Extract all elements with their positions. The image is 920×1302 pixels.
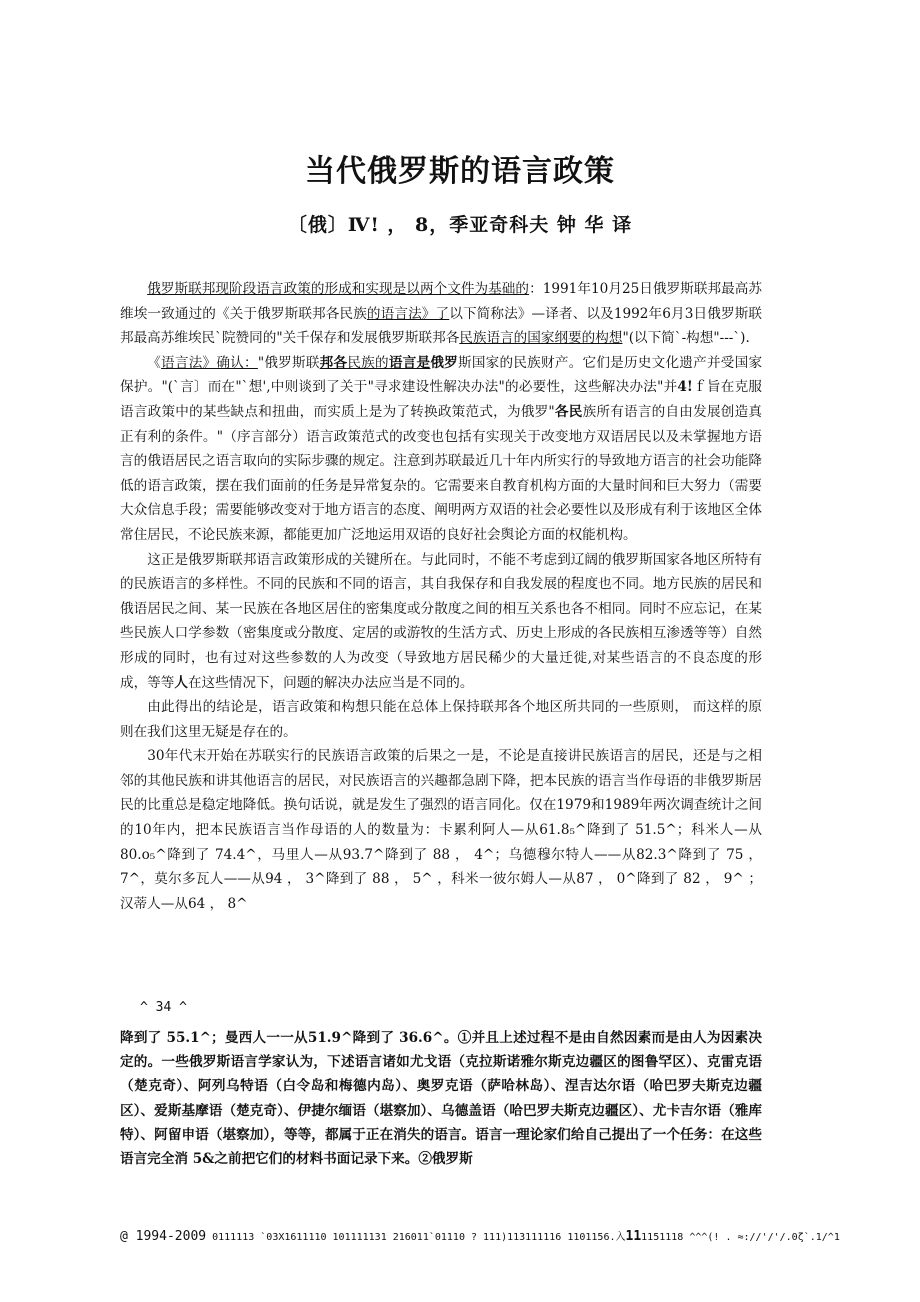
p1-underlined-lead: 俄罗斯联邦现阶段语言政策的形成和实现是以两个文件为基础的 — [147, 281, 530, 297]
p1-text-2: 以下简称法》—译者、以及1992年6月3日俄罗斯联邦最高苏维埃民`院赞同的"关千保存和发展俄罗斯联邦各 — [120, 305, 763, 347]
p1-text-3: "(以下简`-构想"---`). — [622, 330, 750, 347]
footer-garbled-tail: 1151118 ^^^(! . ≈://'/'/.0ζ`.1/^1 — [641, 1232, 840, 1243]
footer-garbled-text: 0111113 `03X1611110 101111131 216011`01110 ? 111)113111116 1101156.入 — [206, 1232, 626, 1243]
p2-text-4: ｆ旨在克服语言政策中的某些缺点和扭曲，而实质上是为了转换政策范式，为俄罗" — [120, 379, 762, 420]
paragraph-2 — [120, 351, 762, 548]
p1-underlined-law: 的语言法》了 — [366, 305, 450, 322]
footer-copyright: @ 1994-2009 — [120, 1229, 207, 1244]
p2-text-2: "俄罗斯联 — [257, 354, 320, 371]
p1-text: ：1991年10月25日俄罗斯联邦最高苏维埃一致通过的《关于俄罗斯联邦各民族 — [120, 281, 762, 322]
paragraph-3 — [120, 548, 762, 696]
footer-line — [120, 1228, 840, 1244]
footer-garbled-bold: 11 — [625, 1229, 642, 1244]
page-number: ^ 34 ^ — [140, 1000, 187, 1015]
p3-text-2: 在这些情况下，问题的解决办法应当是不同的。 — [187, 674, 474, 691]
p2-bold-russia: 俄罗 — [430, 354, 459, 371]
p2-text-3: 斯国家的民族财产。它们是历史文化遗产并受国家保护。"(`言〕而在"`想',中则谈到了关于"寻求建设性解决办法"的必要性，这些解决办法"并 — [120, 354, 763, 396]
p2-underlined-nations: 民族的 — [347, 354, 389, 371]
p3-bold-char: 人 — [174, 674, 188, 691]
page-title: 当代俄罗斯的语言政策 — [305, 154, 615, 189]
paragraph-1 — [120, 277, 762, 351]
p2-text: 《 — [147, 354, 162, 371]
continuation-paragraph: 降到了 55.1^；曼西人一一从51.9^降到了 36.6^。①并且上述过程不是由自然因素而是由人为因素决定的。一些俄罗斯语言学家认为，下述语言诸如尤戈语（克拉斯诺雅尔斯克边疆区的图鲁罕区）、克雷克语（楚克奇）、阿列乌特语（白令岛和梅德内岛）、奥罗克语（萨哈林岛）、涅吉达尔语（哈巴罗夫斯克边疆区）、爱斯基摩语（楚克奇）、伊捷尔缅语（堪察加）、乌德盖语（哈巴罗夫斯克边疆区）、尤卡吉尔语（雅库特）、阿留申语（堪察加），等等，都属于正在消失的语言。语言一理论家们给自己提出了一个任务：在这些语言完全消 5&之前把它们的材料书面记录下来。②俄罗斯 — [120, 1030, 762, 1168]
p2-bold-nations: 各民 — [554, 403, 583, 420]
article-body — [120, 277, 762, 916]
p2-bold-mark: 4! — [677, 379, 693, 396]
p1-underlined-concept: 民族语言的国家纲要的构想 — [459, 330, 623, 347]
paragraph-4: 由此得出的结论是，语言政策和构想只能在总体上保持联邦各个地区所共同的一些原则， 而这样的原则在我们这里无疑是存在的。 — [120, 699, 762, 740]
p2-underlined-law: 语言法》确认： — [161, 354, 258, 371]
paragraph-5: 30年代末开始在苏联实行的民族语言政策的后果之一是，不论是直接讲民族语言的居民，还是与之相邻的其他民族和讲其他语言的居民，对民族语言的兴趣都急剧下降，把本民族的语言当作母语的非俄罗斯居民的比重总是稳定地降低。换句话说，就是发生了强烈的语言同化。仅在1979和1989年两次调查统计之间的10年内，把本民族语言当作母语的人的数量为：卡累利阿人—从61.8₅^降到了 51.5^；科米人—从80.o₅^降到了 74.4^，马里人—从93.7^降到了 88 ， 4^；乌德穆尔特人——从82.3^降到了 75 ， 7^，莫尔多瓦人——从94 ， 3^降到了 88 ， 5^ ，科米一彼尔姆人—从87 ， 0^降到了 82 ， 9^ ；汉蒂人—从64 ， 8^ — [120, 748, 762, 912]
p2-text-5: 族所有语言的自由发展创造真正有利的条件。"（序言部分）语言政策范式的改变也包括有实现关于改变地方双语居民以及未掌握地方语言的俄语居民之语言取向的实际步骤的规定。注意到苏联最近几十年内所实行的导致地方语言的社会功能降低的语言政策，摆在我们面前的任务是异常复杂的。它需要来自教育机构方面的大量时间和巨大努力（需要大众信息手段；需要能够改变对于地方语言的态度、阐明两方双语的社会必要性以及形成有利于该地区全体常住居民，不论民族来源，都能更加广泛地运用双语的良好社会舆论方面的权能机构。 — [120, 403, 762, 543]
author-translator-line: 〔俄〕Ⅳ! ， 8，季亚奇科夫 钟 华 译 — [287, 214, 633, 236]
p3-text: 这正是俄罗斯联邦语言政策形成的关键所在。与此同时，不能不考虑到辽阔的俄罗斯国家各地区所特有的民族语言的多样性。不同的民族和不同的语言，其自我保存和自我发展的程度也不同。地方民族的居民和俄语居民之间、某一民族在各地区居住的密集度或分散度之间的相互关系也各不相同。同时不应忘记，在某些民族人口学参数（密集度或分散度、定居的或游牧的生活方式、历史上形成的各民族相互渗透等等）自然形成的同时，也有过对这些参数的人为改变（导致地方居民稀少的大量迁徙,对某些语言的不良态度的形成，等等 — [120, 551, 762, 691]
p2-bold-underlined: 邦各 — [319, 354, 348, 371]
p2-bold-language: 语言是 — [388, 354, 431, 371]
